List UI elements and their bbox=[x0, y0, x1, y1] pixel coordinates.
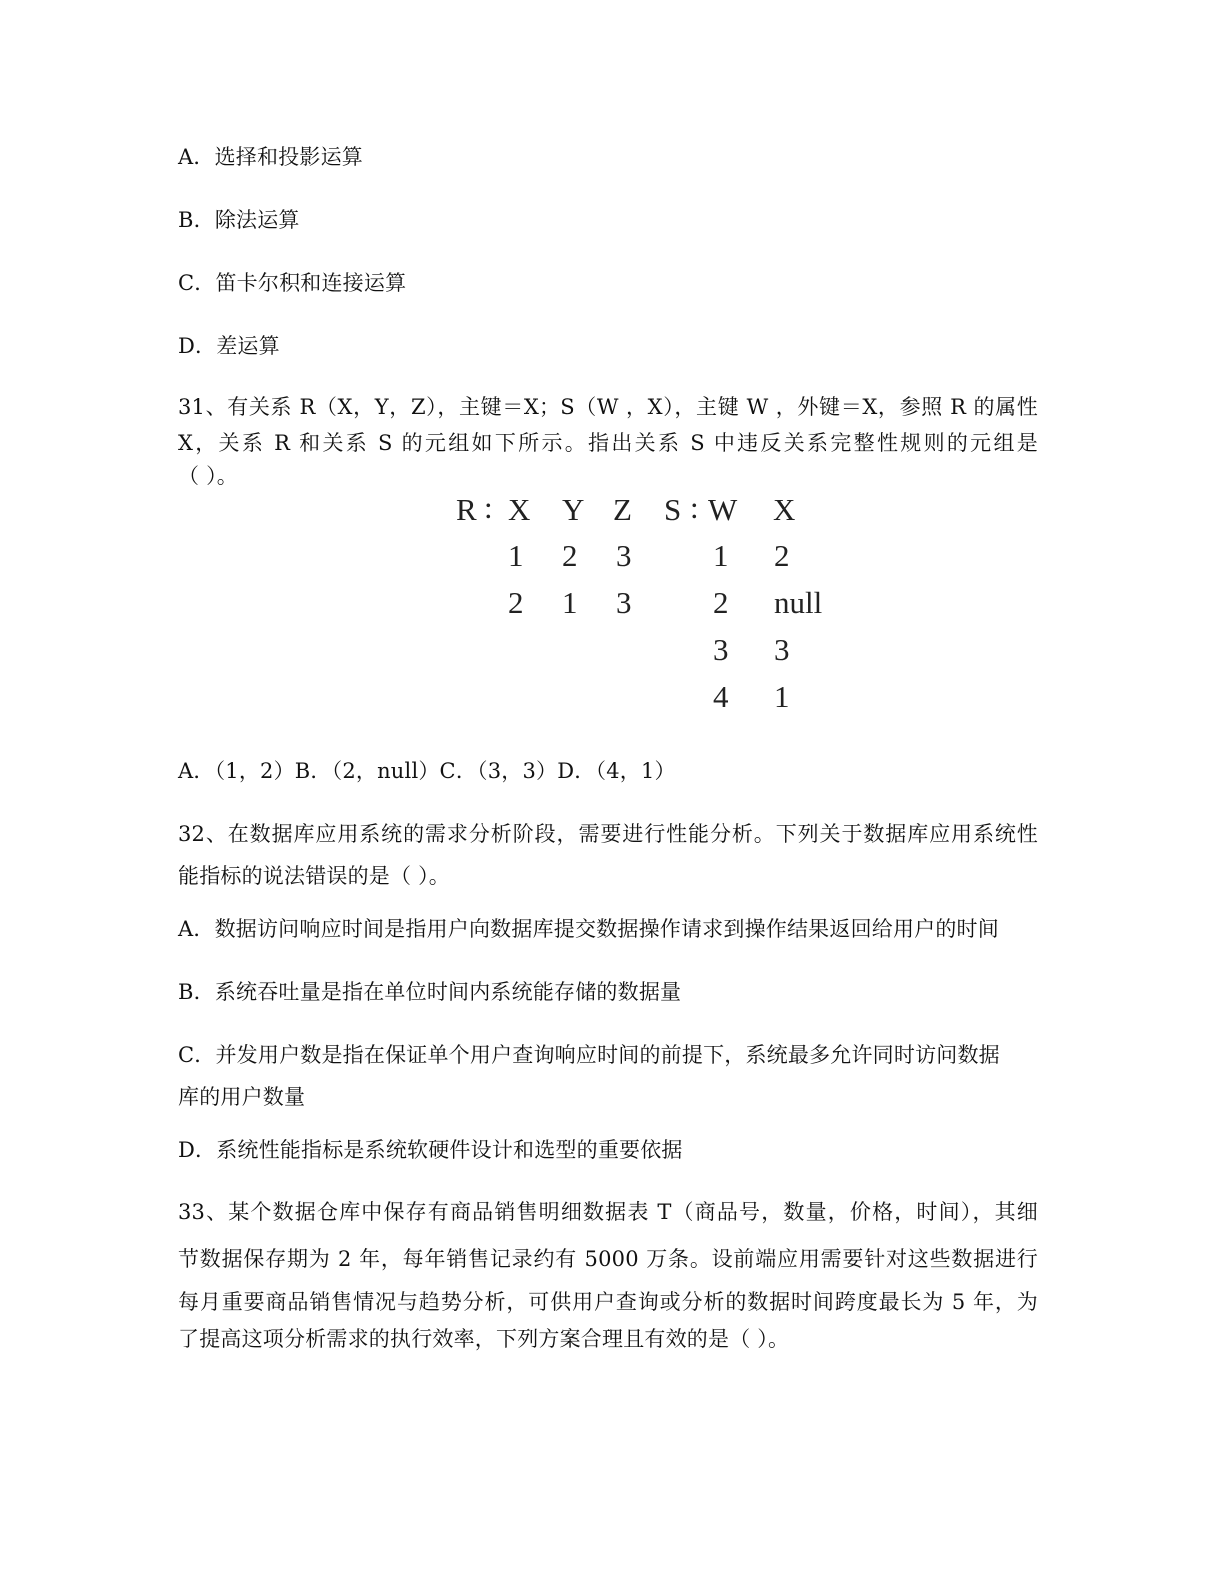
question-32-line-1: 32、在数据库应用系统的需求分析阶段，需要进行性能分析。下列关于数据库应用系统性 bbox=[178, 822, 1038, 846]
s-row-2-w: 2 bbox=[713, 585, 729, 620]
relation-tuples-figure bbox=[450, 490, 850, 722]
s-header-x: X bbox=[773, 492, 796, 527]
r-row-1-x: 1 bbox=[508, 538, 524, 573]
r-row-2-x: 2 bbox=[508, 585, 524, 620]
s-row-1-x: 2 bbox=[774, 538, 790, 573]
option-a-text: A．选择和投影运算 bbox=[178, 145, 363, 169]
relation-r-colon: : bbox=[484, 490, 493, 525]
s-row-1-w: 1 bbox=[713, 538, 729, 573]
option-d-text: D．差运算 bbox=[178, 334, 280, 358]
question-31-options: A．（1，2）B．（2，null）C．（3，3）D．（4，1） bbox=[178, 759, 676, 783]
question-33-line-4: 了提高这项分析需求的执行效率，下列方案合理且有效的是（ ）。 bbox=[178, 1327, 790, 1351]
s-row-3-x: 3 bbox=[774, 632, 790, 667]
s-row-3-w: 3 bbox=[713, 632, 729, 667]
r-row-1-y: 2 bbox=[562, 538, 578, 573]
r-header-y: Y bbox=[562, 492, 585, 527]
question-32-option-c-line-2: 库的用户数量 bbox=[178, 1085, 306, 1109]
s-row-4-w: 4 bbox=[713, 679, 729, 714]
question-31-line-3: （ ）。 bbox=[178, 464, 238, 488]
question-32-option-d: D．系统性能指标是系统软硬件设计和选型的重要依据 bbox=[178, 1138, 683, 1162]
s-header-w: W bbox=[708, 492, 738, 527]
question-32-option-a: A．数据访问响应时间是指用户向数据库提交数据操作请求到操作结果返回给用户的时间 bbox=[178, 917, 999, 941]
r-header-x: X bbox=[508, 492, 531, 527]
relation-s-colon: : bbox=[690, 490, 699, 525]
question-31-line-2: X，关系 R 和关系 S 的元组如下所示。指出关系 S 中违反关系完整性规则的元组是 bbox=[178, 431, 1038, 455]
question-32-option-c-line-1: C．并发用户数是指在保证单个用户查询响应时间的前提下，系统最多允许同时访问数据 bbox=[178, 1043, 1000, 1067]
s-row-2-x: null bbox=[774, 585, 823, 620]
question-31-line-1: 31、有关系 R（X，Y，Z），主键＝X；S（W ，X），主键 W ，外键＝X，参照 R 的属性 bbox=[178, 395, 1038, 419]
s-row-4-x: 1 bbox=[774, 679, 790, 714]
option-b-text: B．除法运算 bbox=[178, 208, 300, 232]
question-32-option-b: B．系统吞吐量是指在单位时间内系统能存储的数据量 bbox=[178, 980, 682, 1004]
question-33-line-3: 每月重要商品销售情况与趋势分析，可供用户查询或分析的数据时间跨度最长为 5 年，为 bbox=[178, 1290, 1038, 1314]
r-row-2-z: 3 bbox=[616, 585, 632, 620]
relation-r-name: R bbox=[456, 492, 477, 527]
option-c-text: C．笛卡尔积和连接运算 bbox=[178, 271, 407, 295]
relation-s-name: S bbox=[664, 492, 682, 527]
question-33-line-1: 33、某个数据仓库中保存有商品销售明细数据表 T（商品号，数量，价格，时间），其细 bbox=[178, 1200, 1038, 1224]
question-32-line-2: 能指标的说法错误的是（ ）。 bbox=[178, 864, 450, 888]
question-33-line-2: 节数据保存期为 2 年，每年销售记录约有 5000 万条。设前端应用需要针对这些数据进行 bbox=[178, 1247, 1038, 1271]
r-row-2-y: 1 bbox=[562, 585, 578, 620]
r-header-z: Z bbox=[613, 492, 632, 527]
r-row-1-z: 3 bbox=[616, 538, 632, 573]
